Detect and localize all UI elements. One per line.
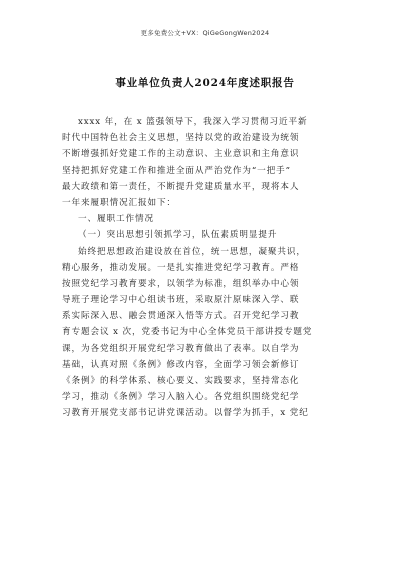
paragraph-line: 基础，认真对照《条例》修改内容，全面学习领会新修订 — [62, 359, 300, 370]
paragraph-line: 始终把思想政治建设放在首位，统一思想，凝聚共识， — [78, 246, 306, 257]
paragraph-line: 系实际深入思、融会贯通深入悟等方式。召开党纪学习教 — [62, 311, 300, 322]
document-body — [62, 114, 352, 422]
document-title: 事业单位负责人2024年度述职报告 — [115, 77, 295, 89]
paragraph-line: 《条例》的科学体系、核心要义、实践要求，坚持常态化 — [62, 376, 300, 386]
paragraph-line: 育专题会议 x 次，党委书记为中心全体党员干部讲授专题党 — [62, 327, 313, 338]
paragraph-line: 坚持把抓好党建工作和推进全面从严治党作为“一把手” — [62, 165, 291, 176]
paragraph-line: 习教育开展党支部书记讲党课活动。以督学为抓手，x 党纪 — [62, 408, 309, 419]
paragraph-line: 导班子理论学习中心组读书班，采取原汁原味深入学、联 — [62, 295, 300, 306]
paragraph-line: 时代中国特色社会主义思想，坚持以党的政治建设为统领 — [62, 133, 300, 144]
section-heading: 一、履职工作情况 — [78, 214, 154, 225]
paragraph-line: 按照党纪学习教育要求，以领学为标准，组织举办中心领 — [62, 278, 300, 289]
paragraph-line: 学习，推动《条例》学习入脑入心。各党组织围绕党纪学 — [62, 392, 300, 403]
paragraph-line: xxxx 年，在 x 篮强领导下，我深入学习贯彻习近平新 — [78, 117, 308, 127]
header-watermark: 更多免费公文+VX：QiGeGongWen2024 — [140, 29, 270, 37]
paragraph-line: 课，为各党组织开展党纪学习教育做出了表率。以自学为 — [62, 343, 300, 354]
paragraph-line: 一年来履职情况汇报如下： — [62, 197, 176, 208]
paragraph-line: 不断增强抓好党建工作的主动意识、主业意识和主角意识 — [62, 149, 300, 160]
paragraph-line: 精心服务，推动发展。一是扎实推进党纪学习教育。严格 — [62, 262, 300, 273]
subsection-heading: （一）突出思想引领抓学习，队伍素质明显提升 — [78, 230, 278, 241]
paragraph-line: 最大政绩和第一责任，不断提升党建质量水平，现将本人 — [62, 181, 300, 192]
